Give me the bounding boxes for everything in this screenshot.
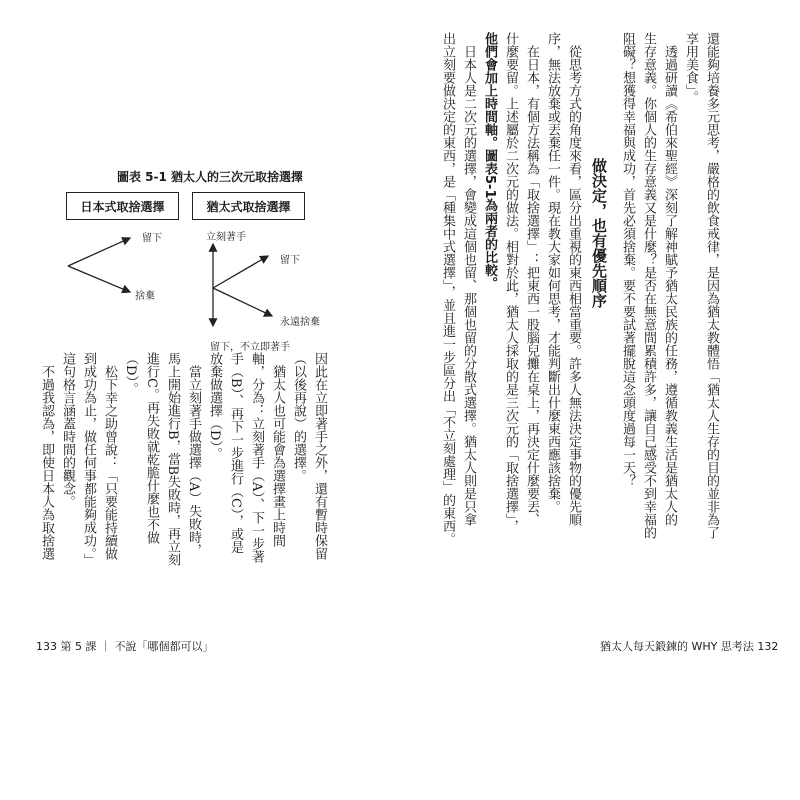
text-column: 還能夠培養多元思考，嚴格的飲食戒律，是因為猶太教體悟「猶太人生存的目的並非為了 bbox=[704, 32, 719, 539]
figure-title: 圖表 5-1 猶太人的三次元取捨選擇 bbox=[117, 170, 304, 184]
text-column: 放棄做選擇（D）。 bbox=[207, 352, 222, 460]
text-column: 猶太人也可能會為選擇畫上時間 bbox=[270, 352, 285, 547]
page-footer-left: 133 第 5 課 ｜ 不說「哪個都可以」 bbox=[36, 640, 214, 653]
jp-discard-label: 捨棄 bbox=[135, 291, 155, 302]
page-footer-right: 猶太人每天鍛鍊的 WHY 思考法 132 bbox=[600, 640, 779, 653]
text-column: 日本人是二次元的選擇，會變成這個也留、那個也留的分散式選擇。猶太人則是只拿 bbox=[461, 32, 476, 526]
jw-keep-label: 留下 bbox=[280, 255, 300, 266]
text-column: 因此在立即著手之外，還有暫時保留 bbox=[312, 352, 327, 560]
text-column: 生存意義。你個人的生存意義又是什麼？是否在無意間累積許多，讓自己感受不到幸福的 bbox=[641, 32, 656, 539]
text-column: 松下幸之助曾說：「只要能持續做 bbox=[102, 352, 117, 560]
text-column: 當立刻著手做選擇（A）失敗時， bbox=[186, 352, 201, 557]
text-column: 從思考方式的角度來看，區分出重視的東西相當重要。許多人無法決定事物的優先順 bbox=[566, 32, 581, 526]
text-column: 這句格言涵蓋時間的觀念。 bbox=[60, 352, 75, 508]
text-column: 軸，分為：立刻著手（A）、下一步著 bbox=[249, 352, 264, 563]
jp-keep-label: 留下 bbox=[142, 233, 162, 244]
text-column: 手（B）、再下一步進行（C），或是 bbox=[228, 352, 243, 554]
text-column: 在日本，有個方法稱為「取捨選擇」：把東西一股腦兒攤在桌上，再決定什麼要丟、 bbox=[524, 32, 539, 526]
text-column: 序，無法放棄或丟棄任一件。現在教大家如何思考，才能判斷出什麼東西應該捨棄。 bbox=[545, 32, 560, 513]
text-column: 享用美食」。 bbox=[683, 32, 698, 104]
section-heading: 做決定，也有優先順序 bbox=[590, 158, 608, 308]
jw-keep-arrow bbox=[213, 256, 268, 288]
text-column: （以後再說）的選擇。 bbox=[291, 352, 306, 482]
jw-later-label: 留下，不立即著手 bbox=[210, 342, 290, 353]
jewish-method-box: 猶太式取捨選擇 bbox=[192, 192, 305, 220]
text-column: 不過我認為，即使日本人為取捨選 bbox=[39, 352, 54, 560]
text-column: 什麼要留。上述屬於二次元的做法。相對於此，猶太人採取的是三次元的「取捨選擇」， bbox=[503, 32, 518, 533]
text-column: 阻礙？想獲得幸福與成功，首先必須捨棄。要不要試著擺脫這念頭度過每一天？ bbox=[620, 32, 635, 487]
japanese-method-box: 日本式取捨選擇 bbox=[66, 192, 179, 220]
jw-discard-label: 永遠捨棄 bbox=[280, 317, 320, 328]
text-column: 到成功為止，做任何事都能夠成功。」 bbox=[81, 352, 96, 567]
text-column: 透過研讀《希伯來聖經》深刻了解神賦予猶太民族的任務，遵循教義生活是猶太人的 bbox=[662, 32, 677, 526]
jw-now-label: 立刻著手 bbox=[206, 232, 246, 243]
jp-keep-arrow bbox=[68, 238, 130, 266]
text-column: 他們會加上時間軸。圖表5-1為兩者的比較。 bbox=[482, 32, 497, 290]
jw-discard-arrow bbox=[213, 288, 272, 316]
text-column: 出立刻要做決定的東西，是「種集中式選擇」，並且進一步區分出「不立刻處理」的東西。 bbox=[440, 32, 455, 546]
text-column: （D）。 bbox=[123, 352, 138, 395]
text-column: 進行C。再失敗就乾脆什麼也不做 bbox=[144, 352, 159, 544]
text-column: 馬上開始進行B，當B失敗時，再立刻 bbox=[165, 352, 180, 567]
jp-discard-arrow bbox=[68, 266, 130, 292]
